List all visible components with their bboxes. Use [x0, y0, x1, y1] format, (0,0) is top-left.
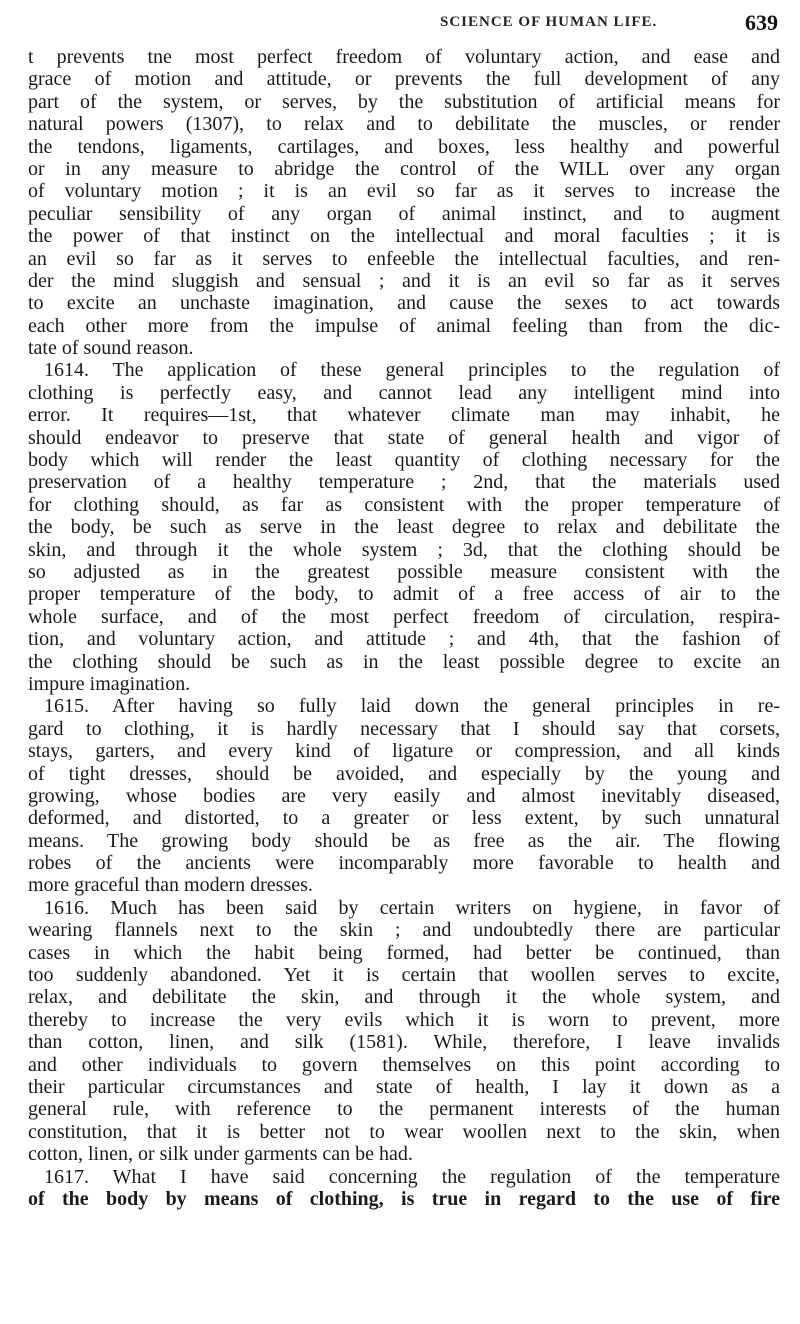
text-line: peculiar sensibility of any organ of animal instinct, and to augment	[28, 202, 780, 225]
text-line: part of the system, or serves, by the substitution of artificial means for	[28, 90, 780, 113]
paragraph-1614-start: 1614. The application of these general principles to the regulation of	[44, 359, 780, 382]
paragraph-1616-start: 1616. Much has been said by certain writers on hygiene, in favor of	[44, 896, 780, 919]
text-line: of tight dresses, should be avoided, and especially by the young and	[28, 762, 780, 785]
text-line: the body, be such as serve in the least degree to relax and debilitate the	[28, 516, 780, 539]
text-line: natural powers (1307), to relax and to debilitate the muscles, or render	[28, 113, 780, 136]
body-text	[28, 46, 780, 1210]
text-line: relax, and debilitate the skin, and through it the whole system, and	[28, 986, 780, 1009]
text-line: error. It requires—1st, that whatever climate man may inhabit, he	[28, 404, 780, 427]
text-line: impure imagination.	[28, 672, 191, 695]
text-line: cotton, linen, or silk under garments can be had.	[28, 1143, 413, 1166]
text-line: grace of motion and attitude, or prevents the full development of any	[28, 68, 780, 91]
text-line: deformed, and distorted, to a greater or less extent, by such unnatural	[28, 807, 780, 830]
text-line: body which will render the least quantity of clothing necessary for the	[28, 449, 780, 472]
text-line: wearing flannels next to the skin ; and undoubtedly there are particular	[28, 919, 780, 942]
text-line: the power of that instinct on the intellectual and moral faculties ; it is	[28, 225, 780, 248]
text-line: general rule, with reference to the permanent interests of the human	[28, 1098, 780, 1121]
paragraph-1617-start: 1617. What I have said concerning the regulation of the temperature	[44, 1165, 780, 1188]
text-line: proper temperature of the body, to admit of a free access of air to the	[28, 583, 780, 606]
text-line: clothing is perfectly easy, and cannot lead any intelligent mind into	[28, 381, 780, 404]
text-line: t prevents tne most perfect freedom of voluntary action, and ease and	[28, 46, 780, 68]
text-line: the tendons, ligaments, cartilages, and boxes, less healthy and powerful	[28, 135, 780, 158]
text-line: and other individuals to govern themselves on this point according to	[28, 1053, 780, 1076]
text-line: tion, and voluntary action, and attitude ; and 4th, that the fashion of	[28, 628, 780, 651]
text-line: thereby to increase the very evils which it is worn to prevent, more	[28, 1008, 780, 1031]
text-line: the clothing should be such as in the least possible degree to excite an	[28, 650, 780, 673]
text-line: robes of the ancients were incomparably more favorable to health and	[28, 852, 780, 875]
text-line: constitution, that it is better not to wear woollen next to the skin, when	[28, 1120, 780, 1143]
text-line: of the body by means of clothing, is true in regard to the use of fire	[28, 1187, 780, 1210]
running-title: SCIENCE OF HUMAN LIFE.	[440, 14, 658, 30]
text-line: cases in which the habit being formed, had better be continued, than	[28, 941, 780, 964]
text-line: der the mind sluggish and sensual ; and it is an evil so far as it serves	[28, 269, 780, 292]
text-line: so adjusted as in the greatest possible measure consistent with the	[28, 560, 780, 583]
text-line: should endeavor to preserve that state of general health and vigor of	[28, 426, 780, 449]
text-line: stays, garters, and every kind of ligature or compression, and all kinds	[28, 740, 780, 763]
text-line: their particular circumstances and state of health, I lay it down as a	[28, 1075, 780, 1098]
text-line: for clothing should, as far as consistent with the proper temperature of	[28, 493, 780, 516]
text-line: preservation of a healthy temperature ; 2nd, that the materials used	[28, 471, 780, 494]
page-number: 639	[745, 10, 778, 35]
text-line: each other more from the impulse of animal feeling than from the dic-	[28, 314, 780, 337]
text-line: too suddenly abandoned. Yet it is certain that woollen serves to excite,	[28, 964, 780, 987]
text-line: skin, and through it the whole system ; 3d, that the clothing should be	[28, 538, 780, 561]
text-line: growing, whose bodies are very easily and almost inevitably diseased,	[28, 784, 780, 807]
text-line: than cotton, linen, and silk (1581). While, therefore, I leave invalids	[28, 1031, 780, 1054]
text-line: an evil so far as it serves to enfeeble the intellectual faculties, and ren-	[28, 247, 780, 270]
text-line: whole surface, and of the most perfect freedom of circulation, respira-	[28, 605, 780, 628]
text-line: or in any measure to abridge the control of the WILL over any organ	[28, 157, 780, 180]
running-head	[0, 10, 800, 38]
text-line: to excite an unchaste imagination, and cause the sexes to act towards	[28, 292, 780, 315]
text-line: means. The growing body should be as free as the air. The flowing	[28, 829, 780, 852]
text-line: tate of sound reason.	[28, 337, 194, 360]
paragraph-1615-start: 1615. After having so fully laid down the general principles in re-	[44, 695, 780, 718]
text-line: more graceful than modern dresses.	[28, 874, 313, 897]
text-line: of voluntary motion ; it is an evil so far as it serves to increase the	[28, 180, 780, 203]
text-line: gard to clothing, it is hardly necessary that I should say that corsets,	[28, 717, 780, 740]
